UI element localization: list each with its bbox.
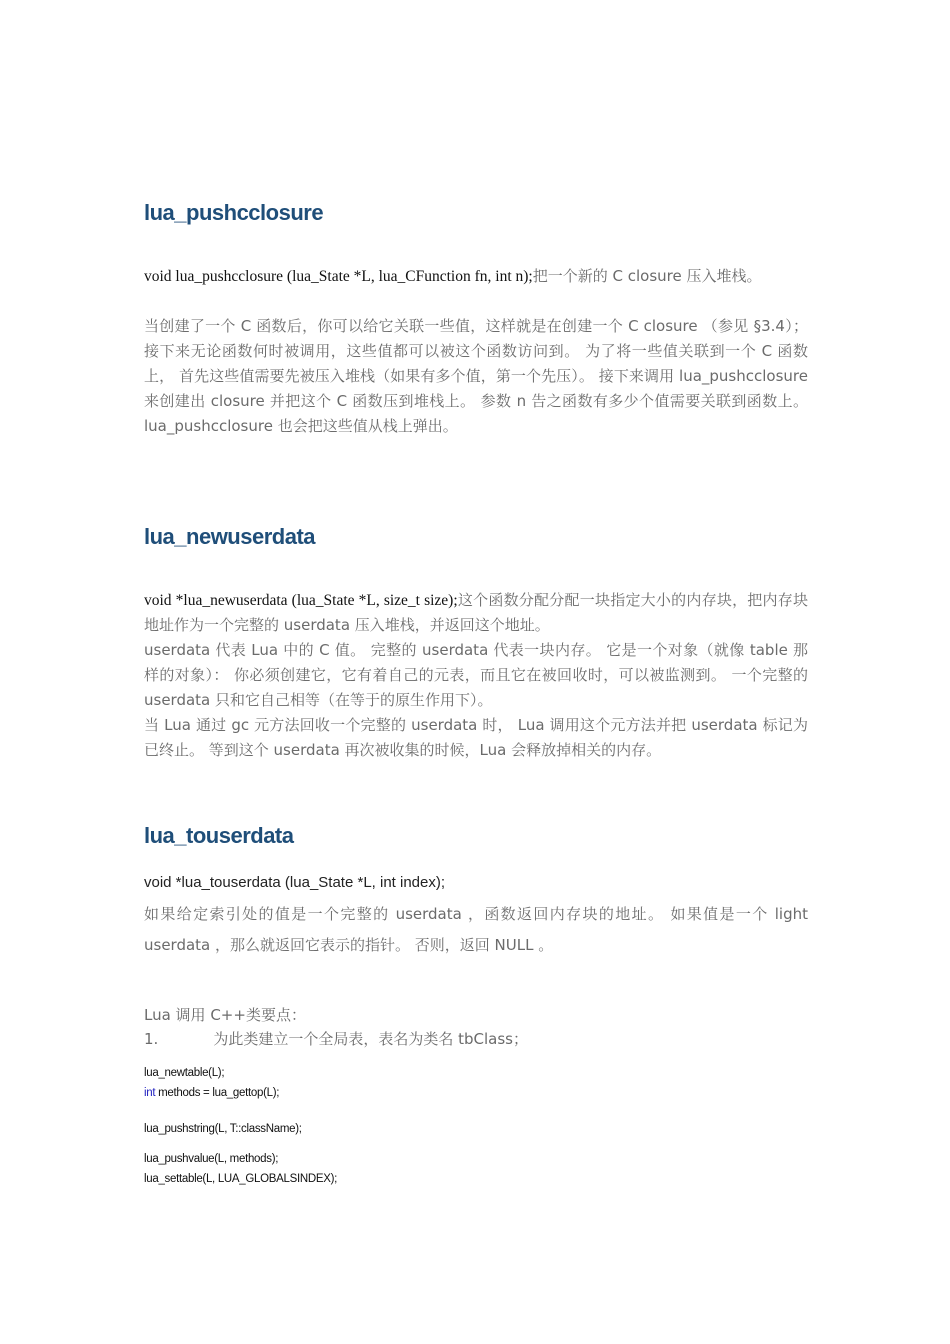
notes-item-number: 1. <box>144 1030 159 1048</box>
pushcclosure-signature-paragraph <box>144 264 808 289</box>
heading-lua-newuserdata: lua_newuserdata <box>144 524 316 549</box>
newuserdata-signature-desc: 这个函数分配分配一块指定大小的内存块，把内存块地址作为一个完整的 userdata 压入堆栈，并返回这个地址。 <box>144 591 808 634</box>
code-line-4: lua_pushvalue(L, methods); <box>144 1153 279 1165</box>
newuserdata-signature-paragraph <box>144 588 808 638</box>
newuserdata-signature: void *lua_newuserdata (lua_State *L, size_t size); <box>144 592 458 609</box>
newuserdata-body-2: 当 Lua 通过 gc 元方法回收一个完整的 userdata 时， Lua 调用这个元方法并把 userdata 标记为已终止。 等到这个 userdata 再次被收集的时候，Lua 会释放掉相关的内存。 <box>144 716 808 759</box>
notes-item-text: 为此类建立一个全局表，表名为类名 tbClass； <box>213 1030 528 1048</box>
pushcclosure-signature-desc: 把一个新的 C closure 压入堆栈。 <box>532 267 762 285</box>
pushcclosure-body: 当创建了一个 C 函数后，你可以给它关联一些值，这样就是在创建一个 C closure （参见 §3.4）； 接下来无论函数何时被调用，这些值都可以被这个函数访问到。 为了将一些值关联到一个 C 函数上， 首先这些值需要先被压入堆栈（如果有多个值，第一个先压）。 接下来调用 lua_pushcclosure 来创建出 closure 并把这个 C 函数压到堆栈上。 参数 n 告之函数有多少个值需要关联到函数上。 lua_pushcclosure 也会把这些值从栈上弹出。 <box>144 317 808 435</box>
touserdata-body: 如果给定索引处的值是一个完整的 userdata ，函数返回内存块的地址。 如果值是一个 light userdata ，那么就返回它表示的指针。 否则，返回 NULL 。 <box>144 905 808 954</box>
code-line-1: lua_newtable(L); <box>144 1067 225 1079</box>
touserdata-signature: void *lua_touserdata (lua_State *L, int index); <box>144 874 446 891</box>
newuserdata-body-1: userdata 代表 Lua 中的 C 值。 完整的 userdata 代表一块内存。 它是一个对象（就像 table 那样的对象）： 你必须创建它，它有着自己的元表，而且它在被回收时，可以被监测到。 一个完整的 userdata 只和它自己相等（在等于的原生作用下）。 <box>144 641 808 709</box>
code-line-2 <box>144 1087 279 1099</box>
code-keyword-int: int <box>144 1087 156 1099</box>
notes-item <box>144 1027 808 1052</box>
code-line-3: lua_pushstring(L, T::className); <box>144 1123 302 1135</box>
code-line-2-rest: methods = lua_gettop(L); <box>155 1087 280 1099</box>
pushcclosure-signature: void lua_pushcclosure (lua_State *L, lua_CFunction fn, int n); <box>144 268 533 285</box>
heading-lua-pushcclosure: lua_pushcclosure <box>144 200 324 225</box>
code-line-5: lua_settable(L, LUA_GLOBALSINDEX); <box>144 1173 338 1185</box>
notes-title: Lua 调用 C++类要点： <box>144 1006 306 1024</box>
heading-lua-touserdata: lua_touserdata <box>144 823 294 848</box>
